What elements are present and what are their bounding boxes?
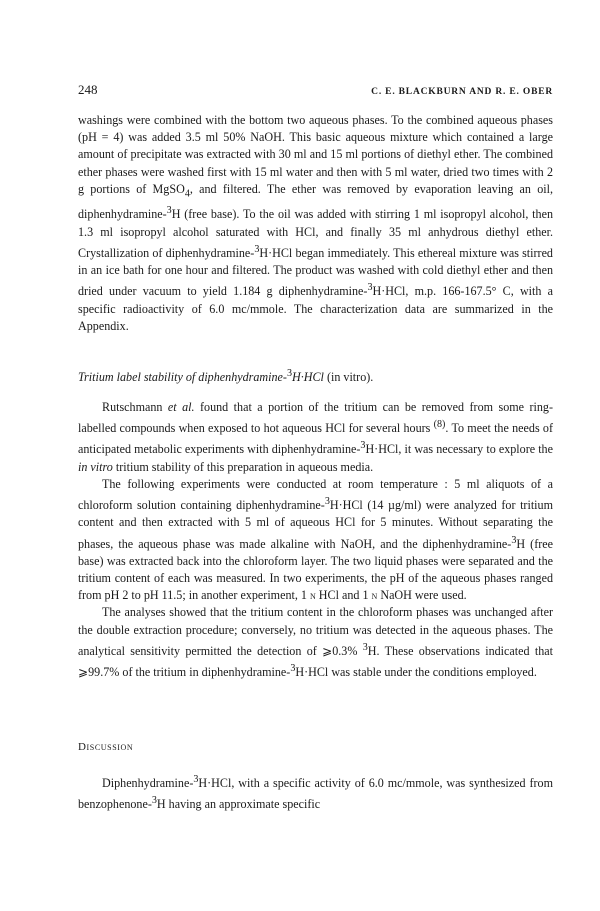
paragraph-analyses: The analyses showed that the tritium content in the chloroform phases was unchanged after the double extraction procedure; conversely, no tritium was detected in the aqueous phases. The analytical sensitivity permitted the detection of ⩾0.3% $^3$H. These observations indicated that ⩾99.7% of the tritium in diphenhydramine-$^3$H·HCl was stable under the conditions employed. <box>78 605 553 680</box>
running-head: C. E. BLACKBURN AND R. E. OBER <box>371 87 553 97</box>
section-body-tritium-stability <box>78 399 553 681</box>
paragraph-synthesis-continued: washings were combined with the bottom two aqueous phases. To the combined aqueous phases (pH = 4) was added 3.5 ml 50% NaOH. This basic aqueous mixture which contained a large amount of precipitate was extracted with 30 ml and 15 ml portions of diethyl ether. The combined ether phases were washed first with 15 ml water and then with 5 ml water, dried two times with 2 g portions of MgSO$_4$, and filtered. The ether was removed by evaporation leaving an oil, diphenhydramine-$^3$H (free base). To the oil was added with stirring 1 ml isopropyl alcohol, then 1.3 ml isopropyl alcohol saturated with HCl, and finally 35 ml anhydrous diethyl ether. Crystallization of diphenhydramine-$^3$H·HCl began immediately. This ethereal mixture was stirred in an ice bath for one hour and filtered. The product was washed with cold diethyl ether and then dried under vacuum to yield 1.184 g diphenhydramine-$^3$H·HCl, m.p. 166-167.5° C, with a specific radioactivity of 6.0 mc/mmole. The characterization data are summarized in the Appendix. <box>78 113 553 333</box>
page-number: 248 <box>78 82 98 97</box>
paragraph-rutschmann: Rutschmann et al. found that a portion of the tritium can be removed from some ring-labelled compounds when exposed to hot aqueous HCl for several hours $^{(8)}$. To meet the needs of anticipated metabolic experiments with diphenhydramine-$^3$H·HCl, it was necessary to explore the in vitro tritium stability of this preparation in aqueous media. <box>78 400 553 474</box>
section-heading-tritium-stability: Tritium label stability of diphenhydramine-$^3$H·HCl (in vitro). <box>78 368 374 385</box>
paragraph-experiments: The following experiments were conducted at room temperature : 5 ml aliquots of a chloroform solution containing diphenhydramine-$^3$H·HCl (14 µg/ml) were analyzed for tritium content and then extracted with 5 ml of aqueous HCl for 5 minutes. Without separating the phases, the aqueous phase was made alkaline with NaOH, and the diphenhydramine-$^3$H (free base) was extracted back into the chloroform layer. The two liquid phases were separated and the tritium content of each was measured. In two experiments, the pH of the aqueous phases ranged from pH 2 to pH 11.5; in another experiment, 1 n HCl and 1 n NaOH were used. <box>78 476 554 603</box>
page-header <box>78 82 553 98</box>
paragraph-discussion: Diphenhydramine-$^3$H·HCl, with a specific activity of 6.0 mc/mmole, was synthesized from benzophenone-$^3$H having an approximate specific <box>78 774 553 812</box>
section-heading-discussion: Discussion <box>78 741 134 753</box>
